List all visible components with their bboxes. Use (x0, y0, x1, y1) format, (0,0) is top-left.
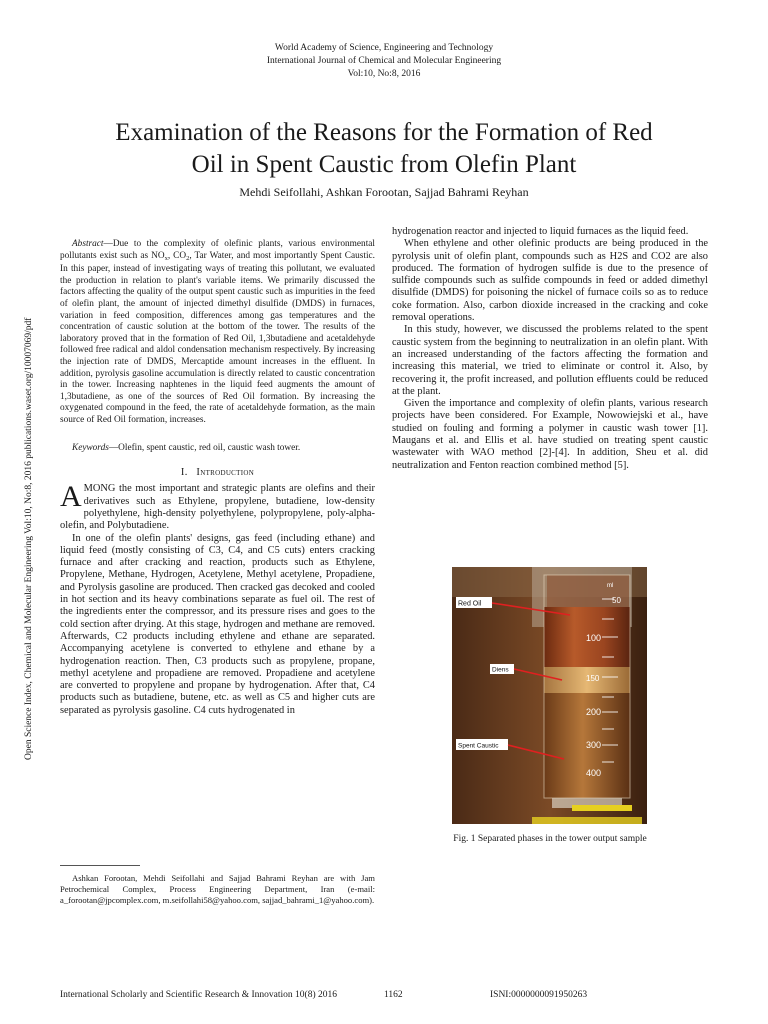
abstract-text-b: , CO (167, 250, 187, 261)
figure-caption: Fig. 1 Separated phases in the tower output sample (453, 834, 647, 844)
keywords (60, 443, 375, 455)
intro-paragraph-2: In one of the olefin plants' designs, gas feed (including ethane) and liquid feed (mostly consisting of C3, C4, and C5 cuts) enters cracking furnace and after cracking and reaction, products such as Ethylene, Propylene, Methane, Hydrogen, Acetylene, Methyl acetylene, Propadiene, and Pyrolysis gasoline are produced. Then cracked gas decoked and cooled in hot section and its heavy combinations separate as fuel oil. The rest of the ingredients enter the compressor, and its pressure rises and goes to the cold section after drying. At this stage, hydrogen and methane are removed. Afterwards, C2 products including ethylene and ethane are separated. Accompanying acetylene is converted to ethylene and ethane by a hydrogenation reaction. Then, C3 products such as propylene, propane, methyl acetylene and propadiene are removed. Propadiene and acetylene are converted to propylene and propane by hydrogenation. After that, C4 products such as butadiene, butene, etc. as well as C5 and higher cuts are separated as pyrolysis gasoline. C4 cuts hydrogenated in (60, 532, 375, 716)
journal-name: International Journal of Chemical and Molecular Engineering (266, 56, 502, 66)
stopcock-handle (572, 805, 632, 811)
intro-paragraph-1 (60, 480, 375, 532)
section-heading (60, 467, 375, 479)
scale-200: 200 (586, 707, 602, 717)
abstract-text-c: , Tar Water, and most importantly Spent Caustic. In this paper, instead of investigating ways of treating this pollutant, we evaluated the production in relation to plant's variable items. We primarily discussed the factors affecting the quality of the output spent caustic such as impurities in the feed of olefin plant, the amount of injected dimethyl disulfide (DMDS) in furnaces, variation in feed composition, differences among gas temperatures and the concentration of caustic solution at the bottom of the tower. The results of the laboratory proved that in the formation of Red Oil, 1,3butadiene and acetaldehyde followed free radical and aldol condensation mechanism respectively. By increasing the injection rate of DMDS, Mercaptide amount increases in the effluent. In addition, pyrolysis gasoline accumulation is directly related to caustic concentration in the tower. Increasing naphtenes in the liquid feed augments the amount of 1,3butadiene, as one of the sources of Red Oil formation. By increasing the oxygenated compound in the feed, the rate of acetaldehyde formation, as the main source of Red Oil formation, increases. (60, 250, 375, 425)
scale-300: 300 (586, 740, 602, 750)
scale-50: 50 (612, 596, 621, 605)
footer-journal: International Scholarly and Scientific Research & Innovation 10(8) 2016 (60, 990, 338, 1000)
volume-info: Vol:10, No:8, 2016 (347, 69, 421, 79)
keywords-dash: — (108, 442, 119, 453)
right-column (392, 226, 708, 472)
paper-title (40, 117, 728, 181)
journal-header (0, 42, 768, 81)
footnote-block (60, 873, 375, 906)
footer-isni: ISNI:0000000091950263 (490, 990, 588, 1000)
scale-100: 100 (586, 633, 602, 643)
label-spent-caustic: Spent Caustic (458, 742, 499, 750)
left-column (60, 239, 375, 717)
right-paragraph-3: In this study, however, we discussed the problems related to the spent caustic system from the beginning to neutralization in an olefin plant. With an increased understanding of the factors affecting the formation and increasing this material, we tried to eliminate or control it. Also, by recovering it, the profit increased, and pollution effluents could be reduced at the plant. (392, 324, 708, 397)
right-paragraph-1: hydrogenation reactor and injected to liquid furnaces as the liquid feed. (392, 226, 689, 237)
scale-unit: ml (607, 583, 614, 589)
keywords-label: Keywords (72, 442, 109, 453)
intro-p1-text: MONG the most important and strategic plants are olefins and their derivatives such as Ethylene, propylene, butadiene, low-density polyethylene, high-density polyethylene, polypropylene, poly-alpha-olefin, and Polybutadiene. (60, 483, 375, 532)
footnote: Ashkan Forootan, Mehdi Seifollahi and Sajjad Bahrami Reyhan are with Jam Petrochemical Complex, Process Engineering Department, Iran (e-mail: a_forootan@jpcomplex.com, m.seifollahi58@yahoo.com, sajjad_bahrami_1@yahoo.com). (60, 873, 375, 905)
section-number: I. (180, 467, 188, 479)
cylinder-illustration (452, 567, 647, 824)
keywords-text: Olefin, spent caustic, red oil, caustic wash tower. (118, 442, 301, 453)
abstract-label: Abstract (72, 239, 104, 249)
title-line-1: Examination of the Reasons for the Formation of Red (115, 119, 653, 146)
abstract-text-a: Due to the complexity of olefinic plants, various environmental pollutants exist such as NO (60, 239, 375, 261)
scale-150: 150 (586, 674, 600, 683)
drop-cap: A (60, 480, 82, 514)
section-title: Introduction (196, 467, 255, 479)
title-line-2: Oil in Spent Caustic from Olefin Plant (191, 151, 577, 178)
stand-bar (532, 817, 642, 824)
publisher-name: World Academy of Science, Engineering and Technology (274, 43, 494, 53)
figure-photo (452, 567, 647, 824)
footnote-rule (60, 865, 140, 866)
abstract (60, 239, 375, 427)
footer-page-number: 1162 (384, 990, 403, 1000)
abstract-dash: — (103, 239, 113, 249)
author-list: Mehdi Seifollahi, Ashkan Forootan, Sajjad Bahrami Reyhan (239, 185, 529, 199)
abstract-sub-2: 2 (186, 254, 190, 262)
abstract-sub-x: x (164, 254, 168, 262)
label-diens: Diens (492, 666, 509, 674)
scale-400: 400 (586, 768, 602, 778)
sidebar-citation: Open Science Index, Chemical and Molecular Engineering Vol:10, No:8, 2016 publications.waset.org/10007069/pdf (24, 317, 34, 760)
right-paragraph-2: When ethylene and other olefinic products are being produced in the pyrolysis unit of olefin plant, compounds such as H2S and CO2 are also produced. The formation of hydrogen sulfide is due to the presence of sulfide compounds such as sulfide compounds in feed or added dimethyl disulfide (DMDS) for poisoning the nickel of furnace coils so as to reduce coke formation. Also, carbon dioxide increased in the cracking and coke removal operations. (392, 238, 708, 324)
right-paragraph-4: Given the importance and complexity of olefin plants, various research projects have been considered. For Example, Nowowiejski et al., have studied on fouling and forming a polymer in caustic wash tower [1]. Maugans et al. and Ellis et al. have studied on treating spent caustic wastewater with WAO method [2]-[4]. In addition, Sheu et al. did neutralization and Fenton reaction combined method [5]. (392, 398, 708, 471)
label-red-oil: Red Oil (458, 600, 482, 608)
